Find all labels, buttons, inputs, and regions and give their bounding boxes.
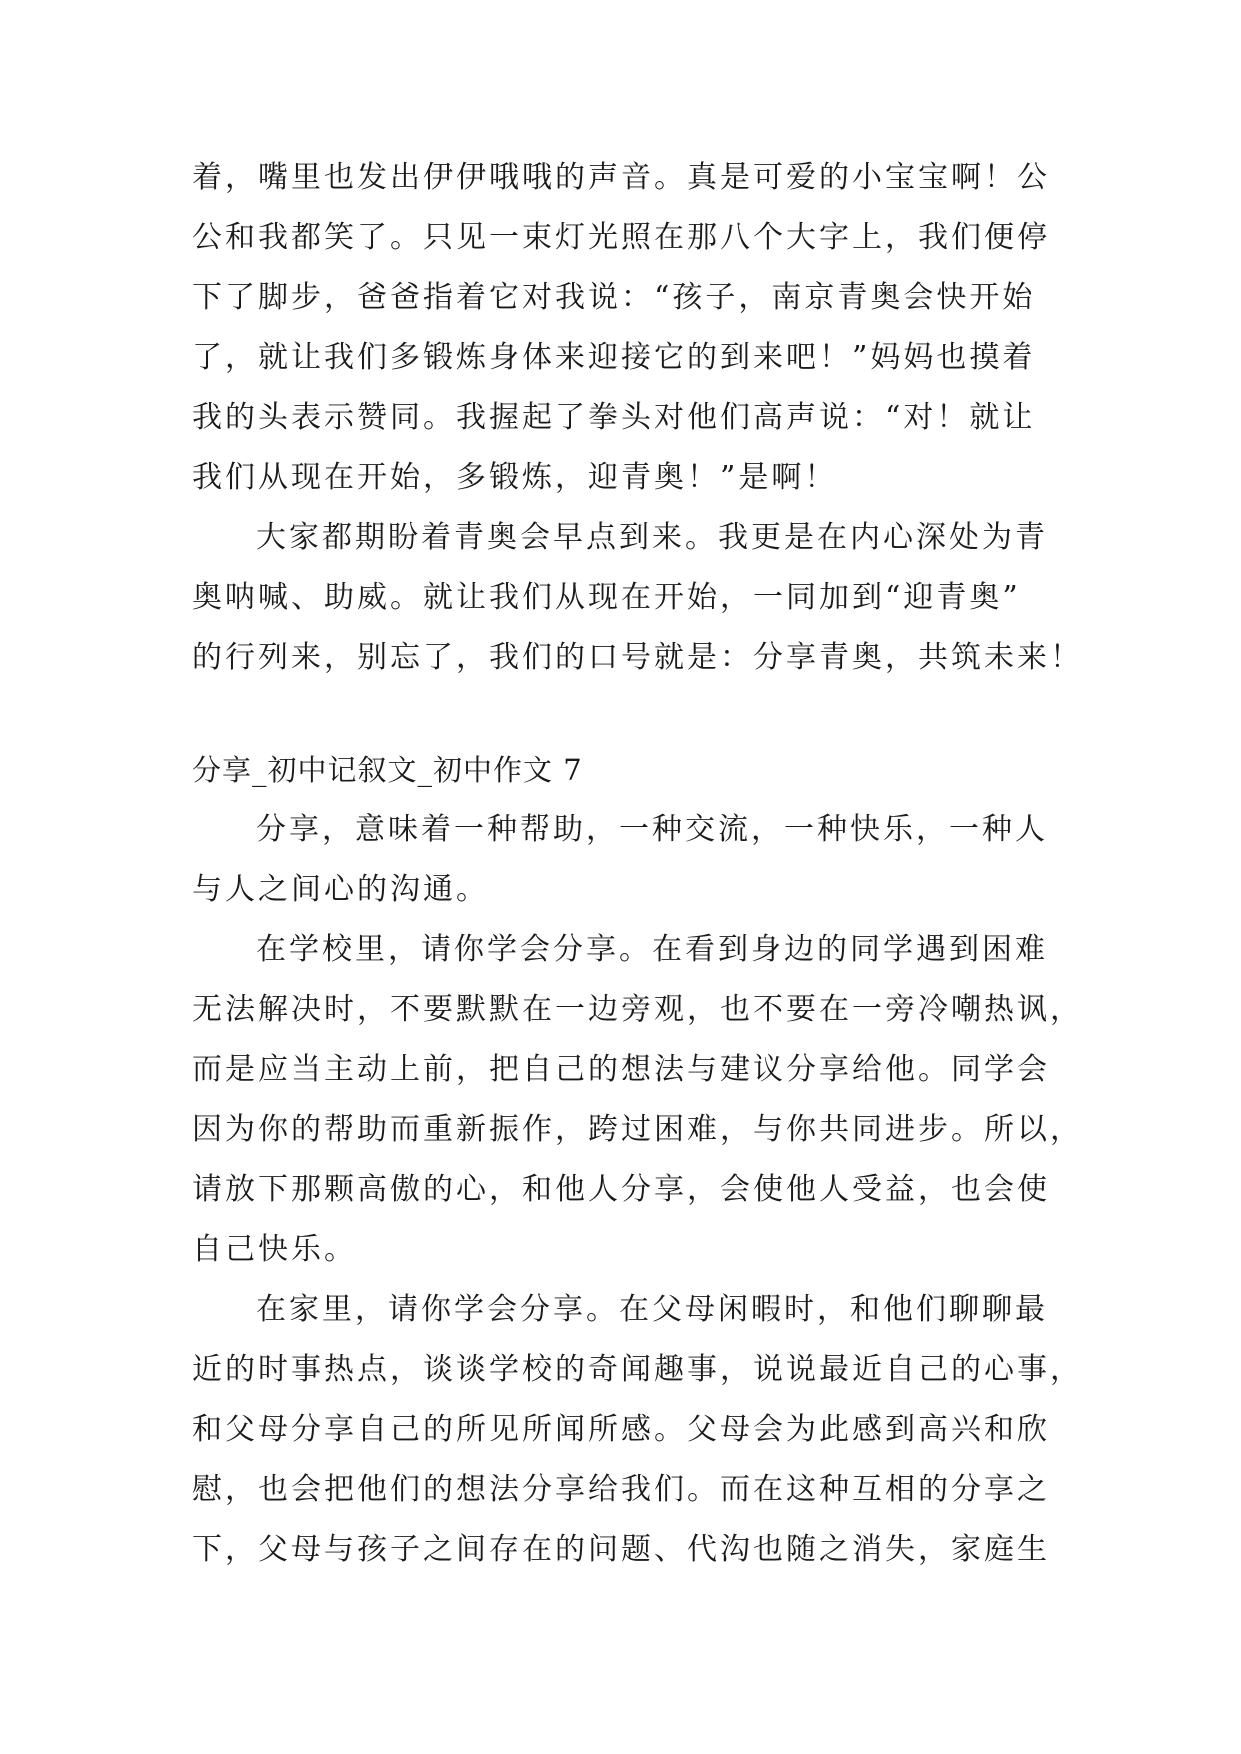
paragraph-line: 无法解决时，不要默默在一边旁观，也不要在一旁冷嘲热讽， (192, 992, 1083, 1027)
paragraph-line: 了，就让我们多锻炼身体来迎接它的到来吧！”妈妈也摸着 (192, 340, 1036, 375)
paragraph-line: 下了脚步，爸爸指着它对我说：“孩子，南京青奥会快开始 (192, 280, 1036, 315)
paragraph-line: 和父母分享自己的所见所闻所感。父母会为此感到高兴和欣 (192, 1412, 1050, 1447)
paragraph-line: 我们从现在开始，多锻炼，迎青奥！”是啊！ (192, 460, 838, 495)
paragraph-line: 公和我都笑了。只见一束灯光照在那八个大字上，我们便停 (192, 220, 1050, 255)
paragraph-line: 我的头表示赞同。我握起了拳头对他们高声说：“对！就让 (192, 400, 1036, 435)
paragraph-line: 着，嘴里也发出伊伊哦哦的声音。真是可爱的小宝宝啊！公 (192, 160, 1050, 195)
paragraph-line: 请放下那颗高傲的心，和他人分享，会使他人受益，也会使 (192, 1172, 1050, 1207)
paragraph-line: 在家里，请你学会分享。在父母闲暇时，和他们聊聊最 (256, 1292, 1048, 1327)
paragraph-line: 近的时事热点，谈谈学校的奇闻趣事，说说最近自己的心事， (192, 1352, 1083, 1387)
paragraph-line: 因为你的帮助而重新振作，跨过困难，与你共同进步。所以， (192, 1112, 1083, 1147)
paragraph-line: 奥呐喊、助威。就让我们从现在开始，一同加到“迎青奥” (192, 580, 1021, 615)
paragraph-line: 慰，也会把他们的想法分享给我们。而在这种互相的分享之 (192, 1472, 1050, 1507)
paragraph-line: 的行列来，别忘了，我们的口号就是：分享青奥，共筑未来！ (192, 640, 1083, 675)
paragraph-line: 自己快乐。 (192, 1232, 357, 1267)
paragraph-line: 下，父母与孩子之间存在的问题、代沟也随之消失，家庭生 (192, 1532, 1050, 1567)
paragraph-line: 分享，意味着一种帮助，一种交流，一种快乐，一种人 (256, 812, 1048, 847)
section-heading: 分享_初中记叙文_初中作文 7 (192, 753, 583, 787)
paragraph-line: 而是应当主动上前，把自己的想法与建议分享给他。同学会 (192, 1052, 1050, 1087)
paragraph-line: 大家都期盼着青奥会早点到来。我更是在内心深处为青 (256, 520, 1048, 555)
paragraph-line: 在学校里，请你学会分享。在看到身边的同学遇到困难 (256, 932, 1048, 967)
paragraph-line: 与人之间心的沟通。 (192, 872, 489, 907)
